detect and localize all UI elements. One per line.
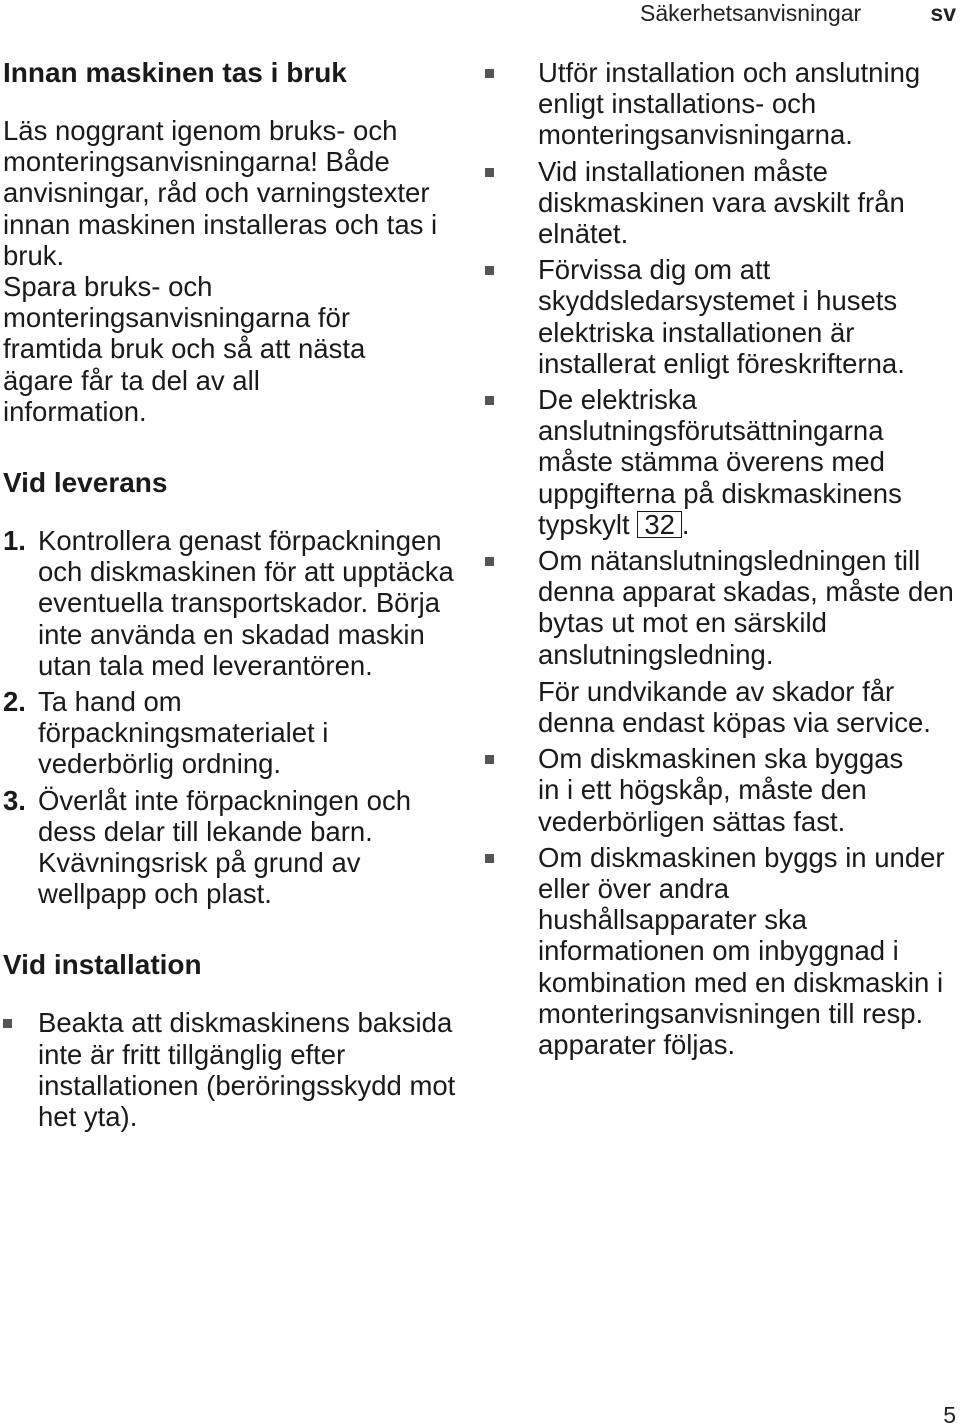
heading-delivery: Vid leverans: [3, 467, 168, 499]
step-text: Ta hand om förpackningsmaterialet i vederbörlig ordning.: [38, 686, 329, 780]
intro-paragraph-1: Läs noggrant igenom bruks- och monteringsanvisningarna! Både anvisningar, råd och varningstexter innan maskinen installeras och tas i bruk.: [3, 115, 438, 271]
bullet-square-icon: [485, 168, 494, 177]
bullet-text: Förvissa dig om att skyddsledarsystemet i husets elektriska installationen är installerat enligt föreskrifterna.: [538, 254, 905, 379]
list-item: [3, 1007, 468, 1132]
bullet-square-icon: [485, 396, 494, 405]
list-item: [3, 686, 438, 780]
bullet-square-icon: [3, 1019, 12, 1028]
page-number: 5: [943, 1402, 956, 1428]
figure-reference-box: 32: [637, 511, 682, 538]
bullet-square-icon: [485, 266, 494, 275]
bullet-square-icon: [485, 69, 494, 78]
list-item: [485, 57, 958, 151]
bullet-text: De elektriska anslutningsförutsättningarna måste stämma överens med uppgifterna på diskmaskinens typskylt: [538, 384, 902, 540]
step-number: 1.: [3, 525, 26, 557]
bullet-square-icon: [485, 854, 494, 863]
bullet-text: Om nätanslutningsledningen till denna apparat skadas, måste den bytas ut mot en särskild anslutningsledning.: [538, 545, 954, 670]
bullet-note: För undvikande av skador får denna endast köpas via service.: [538, 675, 931, 739]
installation-bullets-right: [485, 57, 955, 1060]
installation-bullets-left: [3, 1007, 468, 1132]
running-header-section: Säkerhetsanvisningar: [640, 0, 862, 26]
bullet-square-icon: [485, 755, 494, 764]
list-item: [3, 525, 468, 681]
heading-installation: Vid installation: [3, 949, 202, 981]
step-number: 3.: [3, 784, 26, 816]
list-item: [485, 545, 955, 738]
bullet-square-icon: [485, 557, 494, 566]
list-item: [3, 785, 468, 910]
intro-paragraph-2: Spara bruks- och monteringsanvisningarna för framtida bruk och så att nästa ägare får ta del av all information.: [3, 271, 366, 427]
delivery-steps: [3, 525, 468, 909]
bullet-text: Om diskmaskinen ska byggas in i ett högskåp, måste den vederbörligen sättas fast.: [538, 743, 904, 837]
left-column: [3, 57, 468, 1137]
list-item: [485, 384, 948, 540]
bullet-text: Utför installation och anslutning enligt installations- och monteringsanvisningarna.: [538, 57, 921, 151]
list-item: [485, 254, 960, 379]
list-item: [485, 743, 928, 837]
list-item: [485, 156, 908, 250]
list-item: [485, 842, 955, 1060]
bullet-text: Vid installationen måste diskmaskinen vara avskilt från elnätet.: [538, 155, 905, 250]
bullet-text: Beakta att diskmaskinens baksida inte är fritt tillgänglig efter installationen (beröringsskydd mot het yta).: [38, 1007, 456, 1133]
step-number: 2.: [3, 686, 26, 718]
bullet-text: Om diskmaskinen byggs in under eller över andra hushållsapparater ska informationen om inbyggnad i kombination med en diskmaskin i monteringsanvisningen till resp. apparater följas.: [538, 841, 945, 1061]
bullet-text-end: .: [681, 508, 690, 540]
language-code: sv: [930, 0, 956, 26]
right-column: [485, 57, 955, 1065]
heading-before-use: Innan maskinen tas i bruk: [3, 57, 347, 88]
step-text: Överlåt inte förpackningen och dess delar till lekande barn. Kvävningsrisk på grund av wellpapp och plast.: [38, 784, 411, 910]
step-text: Kontrollera genast förpackningen och diskmaskinen för att upptäcka eventuella transportskador. Börja inte använda en skadad maskin utan tala med leverantören.: [38, 525, 454, 681]
